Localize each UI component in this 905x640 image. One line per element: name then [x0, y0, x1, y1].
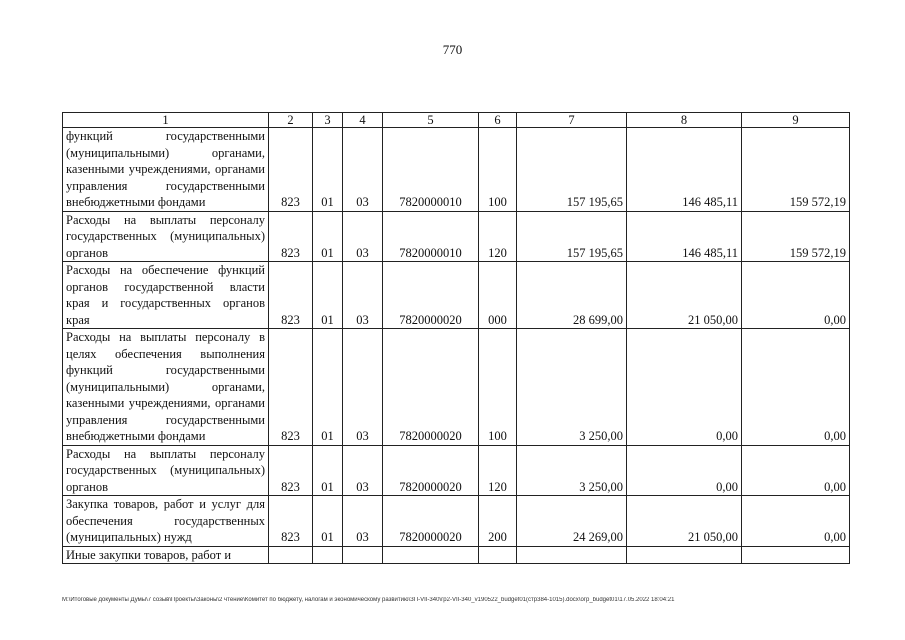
cell-amount-8: 0,00 [627, 445, 742, 496]
page-number: 770 [442, 42, 463, 57]
cell-amount-9: 159 572,19 [742, 128, 850, 212]
cell-amount-8: 0,00 [627, 329, 742, 446]
table-row [63, 445, 850, 496]
cell-amount-8 [627, 546, 742, 564]
cell-amount-9: 0,00 [742, 496, 850, 547]
col-header-4: 4 [343, 113, 383, 128]
cell-expense-type [479, 546, 517, 564]
table-row [63, 262, 850, 329]
cell-section: 01 [313, 496, 343, 547]
cell-target-article: 7820000020 [383, 496, 479, 547]
cell-target-article: 7820000020 [383, 329, 479, 446]
row-description: Закупка товаров, работ и услуг для обеспечения государственных (муниципальных) нужд [63, 496, 269, 547]
col-header-9: 9 [742, 113, 850, 128]
cell-amount-9: 0,00 [742, 329, 850, 446]
row-description: Расходы на обеспечение функций органов государственной власти края и государственных органов края [63, 262, 269, 329]
table-row [63, 211, 850, 262]
cell-amount-9: 0,00 [742, 445, 850, 496]
cell-section [313, 546, 343, 564]
cell-target-article: 7820000020 [383, 445, 479, 496]
cell-section: 01 [313, 445, 343, 496]
cell-ministry-code: 823 [269, 211, 313, 262]
col-header-1: 1 [63, 113, 269, 128]
row-description: функций государственными (муниципальными) органами, казенными учреждениями, органами управления государственными внебюджетными фондами [63, 128, 269, 212]
table-row [63, 496, 850, 547]
cell-ministry-code: 823 [269, 262, 313, 329]
cell-amount-7: 24 269,00 [517, 496, 627, 547]
row-description: Расходы на выплаты персоналу государственных (муниципальных) органов [63, 211, 269, 262]
cell-expense-type: 000 [479, 262, 517, 329]
budget-table [62, 112, 850, 564]
cell-subsection: 03 [343, 262, 383, 329]
row-description: Расходы на выплаты персоналу государственных (муниципальных) органов [63, 445, 269, 496]
cell-amount-8: 146 485,11 [627, 211, 742, 262]
cell-subsection: 03 [343, 445, 383, 496]
cell-amount-7 [517, 546, 627, 564]
cell-amount-7: 157 195,65 [517, 128, 627, 212]
table-row [63, 329, 850, 446]
col-header-3: 3 [313, 113, 343, 128]
table-row [63, 128, 850, 212]
col-header-5: 5 [383, 113, 479, 128]
col-header-7: 7 [517, 113, 627, 128]
cell-expense-type: 100 [479, 128, 517, 212]
cell-amount-9: 0,00 [742, 262, 850, 329]
row-description: Иные закупки товаров, работ и [63, 546, 269, 564]
cell-subsection: 03 [343, 128, 383, 212]
cell-ministry-code: 823 [269, 496, 313, 547]
cell-expense-type: 120 [479, 445, 517, 496]
cell-subsection [343, 546, 383, 564]
cell-amount-7: 3 250,00 [517, 329, 627, 446]
col-header-2: 2 [269, 113, 313, 128]
cell-amount-8: 146 485,11 [627, 128, 742, 212]
cell-target-article [383, 546, 479, 564]
cell-amount-8: 21 050,00 [627, 496, 742, 547]
col-header-6: 6 [479, 113, 517, 128]
header-row [63, 113, 850, 128]
cell-expense-type: 200 [479, 496, 517, 547]
cell-section: 01 [313, 262, 343, 329]
cell-target-article: 7820000010 [383, 128, 479, 212]
cell-expense-type: 100 [479, 329, 517, 446]
table-row [63, 546, 850, 564]
cell-target-article: 7820000010 [383, 211, 479, 262]
row-description: Расходы на выплаты персоналу в целях обеспечения выполнения функций государственными (муниципальными) органами, казенными учреждениями, органами управления государственными внебюджетными фондами [63, 329, 269, 446]
cell-ministry-code: 823 [269, 445, 313, 496]
cell-ministry-code [269, 546, 313, 564]
document-path-footer: M:\Итоговые документы Думы\7 созыв\Проекты\Законы\2 чтение\Комитет по бюджету, налогам и экономическому развитию\ЗП-VII-340\гр2-VII-340_v190522_budget01(стр384-1015).docx\огр_budget01\17.05.2022 18:04:21 [62, 597, 675, 603]
cell-amount-7: 3 250,00 [517, 445, 627, 496]
cell-subsection: 03 [343, 211, 383, 262]
cell-amount-9: 159 572,19 [742, 211, 850, 262]
cell-target-article: 7820000020 [383, 262, 479, 329]
cell-amount-9 [742, 546, 850, 564]
cell-amount-7: 157 195,65 [517, 211, 627, 262]
cell-ministry-code: 823 [269, 128, 313, 212]
cell-ministry-code: 823 [269, 329, 313, 446]
cell-subsection: 03 [343, 496, 383, 547]
cell-amount-8: 21 050,00 [627, 262, 742, 329]
cell-subsection: 03 [343, 329, 383, 446]
cell-section: 01 [313, 128, 343, 212]
cell-expense-type: 120 [479, 211, 517, 262]
col-header-8: 8 [627, 113, 742, 128]
cell-section: 01 [313, 329, 343, 446]
cell-section: 01 [313, 211, 343, 262]
cell-amount-7: 28 699,00 [517, 262, 627, 329]
